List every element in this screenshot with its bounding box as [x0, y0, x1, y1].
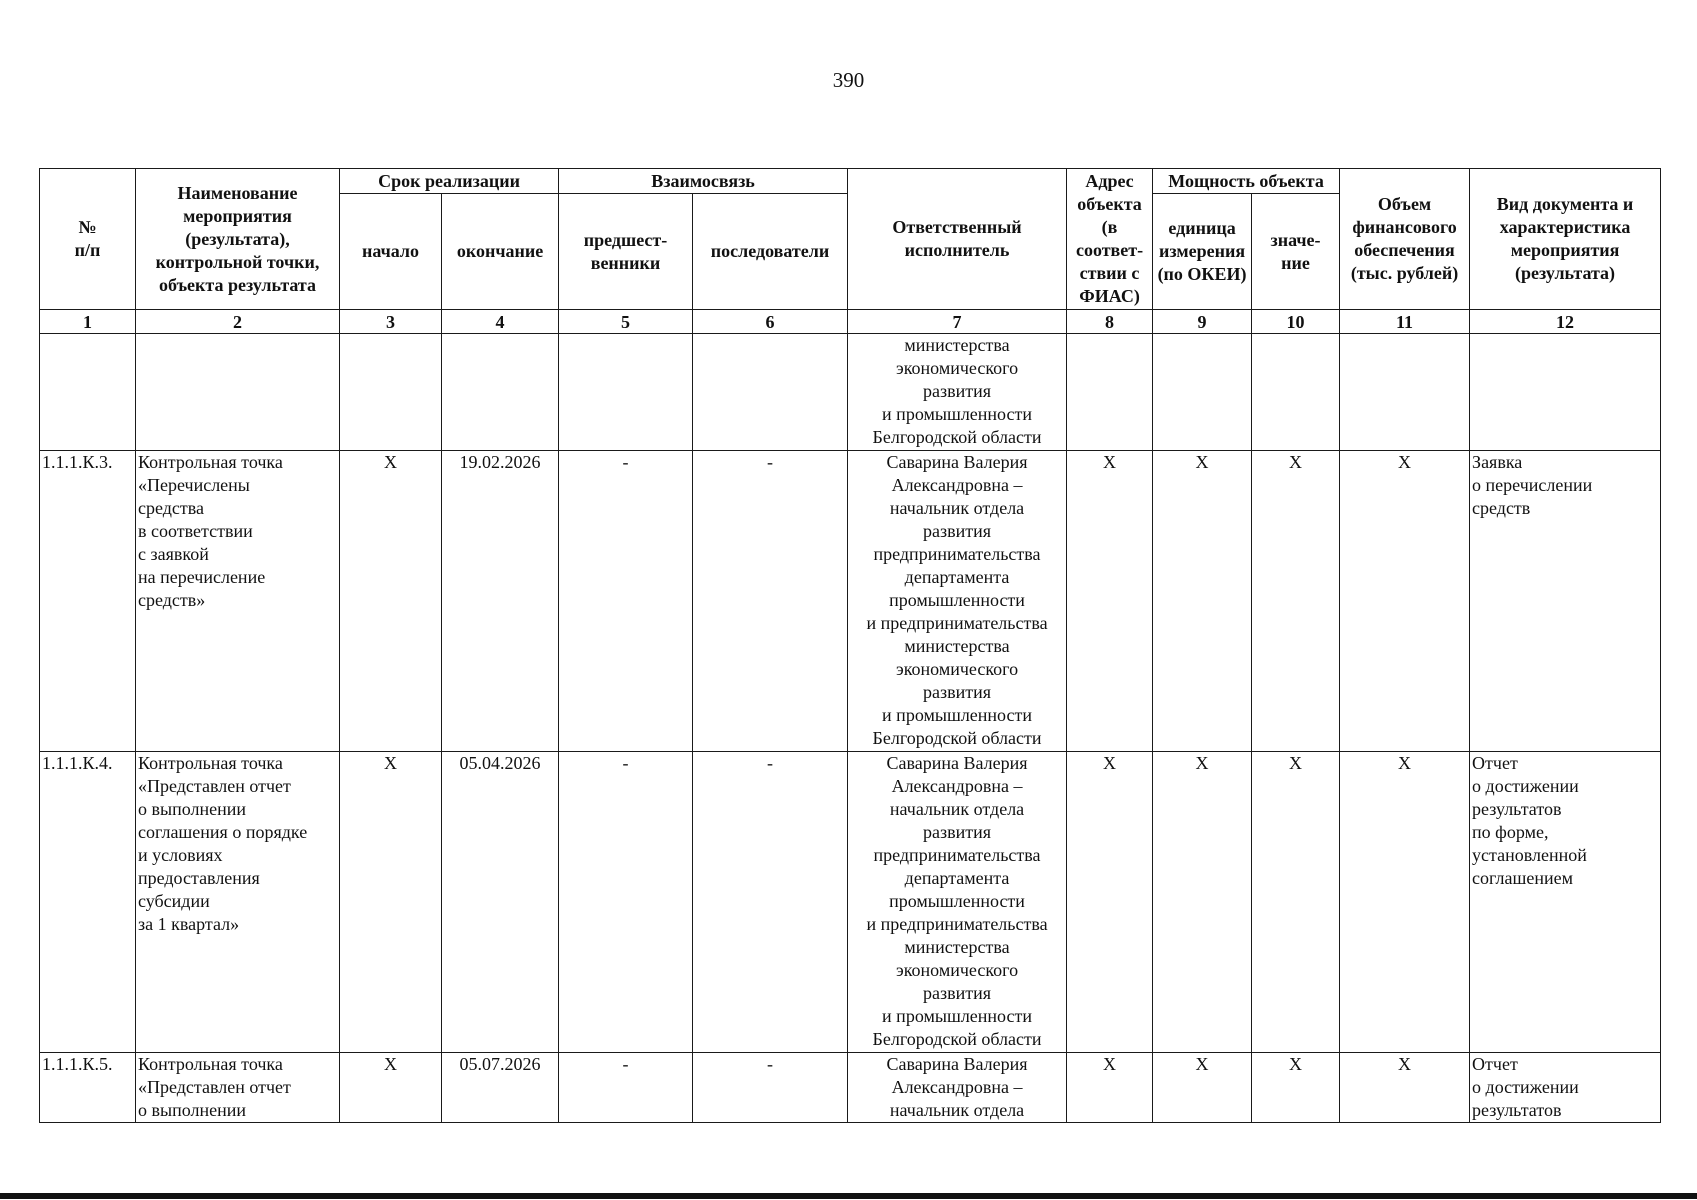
- header-number: № п/п: [40, 169, 136, 310]
- header-start: начало: [340, 194, 442, 310]
- name-cell: Контрольная точка «Представлен отчет о выполнении: [136, 1053, 340, 1123]
- column-number: 6: [693, 310, 848, 334]
- finance-cell: X: [1340, 1053, 1470, 1123]
- header-group-capacity: Мощность объекта: [1153, 169, 1340, 194]
- page-number: 390: [832, 68, 865, 92]
- header-end: окончание: [442, 194, 559, 310]
- row-number-cell: 1.1.1.К.3.: [40, 451, 136, 752]
- predecessors-cell: -: [559, 451, 693, 752]
- column-number-row: [40, 310, 1661, 334]
- column-number: 9: [1153, 310, 1252, 334]
- table-row-continuation: [40, 334, 1661, 451]
- column-number: 7: [848, 310, 1067, 334]
- column-number: 1: [40, 310, 136, 334]
- end-date-cell: 19.02.2026: [442, 451, 559, 752]
- address-cell: X: [1067, 1053, 1153, 1123]
- table-row: [40, 752, 1661, 1053]
- column-number: 8: [1067, 310, 1153, 334]
- column-number: 10: [1252, 310, 1340, 334]
- header-address: Адрес объекта (в соответ-ствии с ФИАС): [1067, 169, 1153, 310]
- document-cell: Отчет о достижении результатов: [1470, 1053, 1661, 1123]
- table-row: [40, 1053, 1661, 1123]
- executor-cell: Саварина Валерия Александровна – начальник отдела развития предпринимательства департамента промышленности и предпринимательства министерства экономического развития и промышленности Белгородской области: [848, 451, 1067, 752]
- document-cell: Заявка о перечислении средств: [1470, 451, 1661, 752]
- page-bottom-border: [0, 1193, 1697, 1199]
- executor-cell: министерства экономического развития и промышленности Белгородской области: [848, 334, 1067, 451]
- header-successors: последователи: [693, 194, 848, 310]
- column-number: 3: [340, 310, 442, 334]
- column-number: 2: [136, 310, 340, 334]
- executor-cell: Саварина Валерия Александровна – начальник отдела развития предпринимательства департамента промышленности и предпринимательства министерства экономического развития и промышленности Белгородской области: [848, 752, 1067, 1053]
- header-group-period: Срок реализации: [340, 169, 559, 194]
- header-row-groups: [40, 169, 1661, 194]
- successors-cell: -: [693, 1053, 848, 1123]
- header-unit: единица измерения (по ОКЕИ): [1153, 194, 1252, 310]
- start-cell: X: [340, 451, 442, 752]
- start-cell: X: [340, 1053, 442, 1123]
- document-cell: Отчет о достижении результатов по форме, установленной соглашением: [1470, 752, 1661, 1053]
- predecessors-cell: -: [559, 752, 693, 1053]
- unit-cell: X: [1153, 752, 1252, 1053]
- header-group-link: Взаимосвязь: [559, 169, 848, 194]
- successors-cell: -: [693, 451, 848, 752]
- start-cell: X: [340, 752, 442, 1053]
- finance-cell: X: [1340, 752, 1470, 1053]
- row-number-cell: 1.1.1.К.5.: [40, 1053, 136, 1123]
- header-document: Вид документа и характеристика мероприятия (результата): [1470, 169, 1661, 310]
- header-predecessors: предшест- венники: [559, 194, 693, 310]
- successors-cell: -: [693, 752, 848, 1053]
- column-number: 5: [559, 310, 693, 334]
- implementation-plan-table: [39, 168, 1661, 1123]
- predecessors-cell: -: [559, 1053, 693, 1123]
- unit-cell: X: [1153, 1053, 1252, 1123]
- row-number-cell: 1.1.1.К.4.: [40, 752, 136, 1053]
- header-executor: Ответственный исполнитель: [848, 169, 1067, 310]
- value-cell: X: [1252, 752, 1340, 1053]
- name-cell: Контрольная точка «Представлен отчет о выполнении соглашения о порядке и условиях предоставления субсидии за 1 квартал»: [136, 752, 340, 1053]
- header-name: Наименование мероприятия (результата), контрольной точки, объекта результата: [136, 169, 340, 310]
- end-date-cell: 05.07.2026: [442, 1053, 559, 1123]
- finance-cell: X: [1340, 451, 1470, 752]
- header-value: значе- ние: [1252, 194, 1340, 310]
- unit-cell: X: [1153, 451, 1252, 752]
- name-cell: Контрольная точка «Перечислены средства в соответствии с заявкой на перечисление средств»: [136, 451, 340, 752]
- address-cell: X: [1067, 451, 1153, 752]
- column-number: 12: [1470, 310, 1661, 334]
- table-row: [40, 451, 1661, 752]
- value-cell: X: [1252, 451, 1340, 752]
- header-finance: Объем финансового обеспечения (тыс. рублей): [1340, 169, 1470, 310]
- column-number: 4: [442, 310, 559, 334]
- column-number: 11: [1340, 310, 1470, 334]
- executor-cell: Саварина Валерия Александровна – начальник отдела: [848, 1053, 1067, 1123]
- end-date-cell: 05.04.2026: [442, 752, 559, 1053]
- address-cell: X: [1067, 752, 1153, 1053]
- value-cell: X: [1252, 1053, 1340, 1123]
